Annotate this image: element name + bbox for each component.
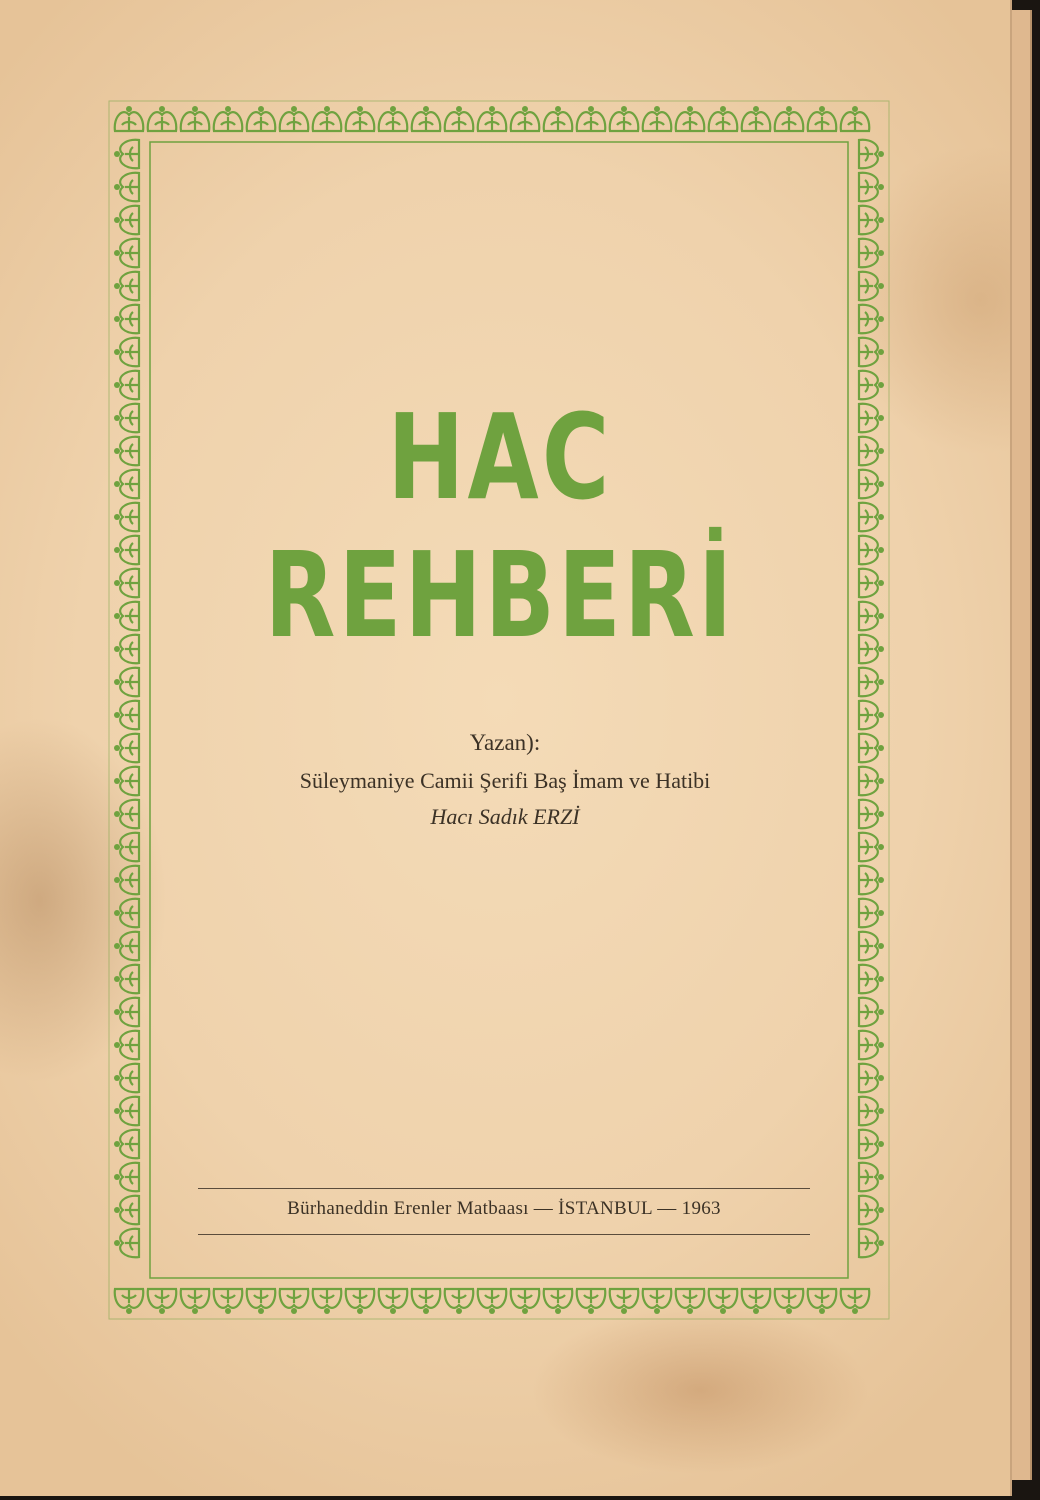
author-role: Süleymaniye Camii Şerifi Baş İmam ve Hatibi	[299, 768, 711, 793]
imprint-rule-bottom	[198, 1234, 810, 1235]
imprint-rule-top	[198, 1188, 810, 1189]
author-name: Hacı Sadık ERZİ	[430, 804, 580, 829]
cover-title: HAC REHBERİ	[264, 388, 736, 664]
author-label: Yazan):	[469, 730, 541, 755]
ornamental-border-graphic	[108, 100, 890, 1320]
publisher-imprint: Bürhaneddin Erenler Matbaası — İSTANBUL — 1963	[287, 1198, 721, 1219]
ornamental-border	[108, 100, 890, 1320]
